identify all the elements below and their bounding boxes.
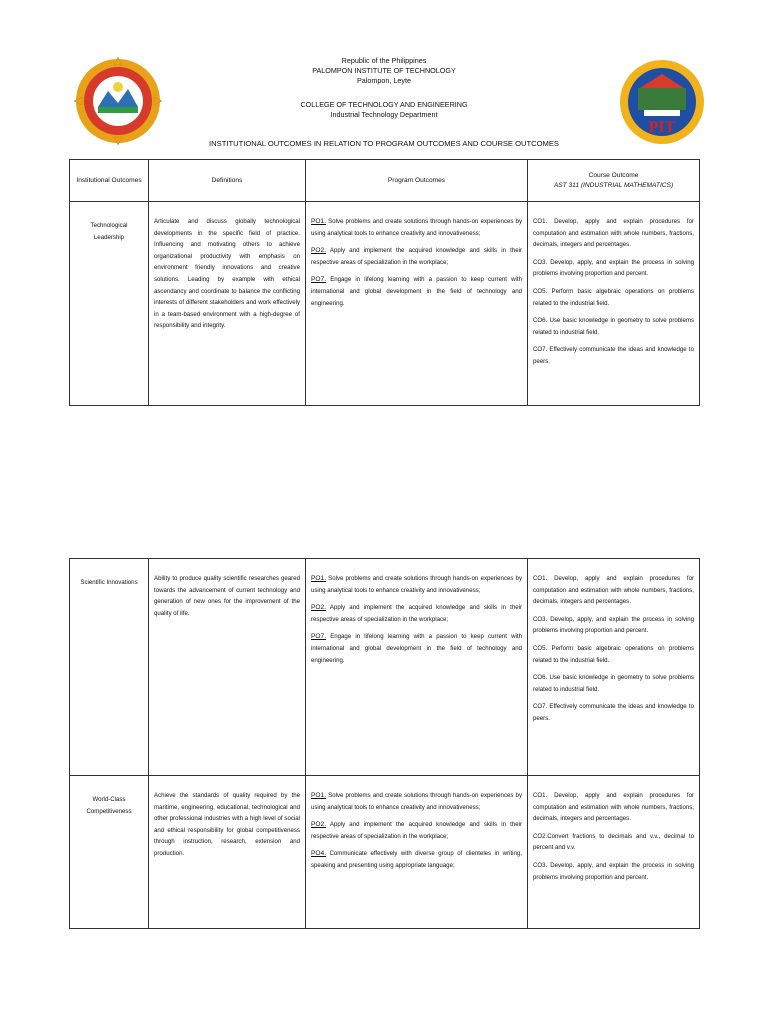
course-outcome-item: CO2.Convert fractions to decimals and v.v., decimal to percent and v.v. [533, 832, 694, 852]
table-row [70, 202, 700, 406]
header-course-outcome [528, 160, 700, 202]
program-outcome-text: Solve problems and create solutions through hands-on experiences by using analytical tools to enhance creativity and innovativeness; [311, 792, 522, 811]
course-outcomes-cell [528, 776, 700, 929]
course-outcome-item: CO1. Develop, apply and explain procedures for computation and estimation with whole numbers, fractions, decimals, integers and percentages. [533, 218, 694, 249]
program-outcome-text: Solve problems and create solutions through hands-on experiences by using analytical tools to enhance creativity and innovativeness; [311, 218, 522, 237]
pit-logo-text: PIT [648, 119, 676, 136]
program-outcome-code: PO1. [311, 792, 327, 799]
header-location: Palompon, Leyte [357, 76, 411, 85]
institutional-outcome-cell: World-Class Competitiveness [70, 776, 149, 929]
program-outcome-item [311, 245, 522, 268]
program-outcomes-cell [306, 559, 528, 776]
program-outcome-item [311, 573, 522, 596]
program-outcome-text: Apply and implement the acquired knowledge and skills in their respective areas of specialization in the workplace; [311, 604, 522, 623]
outcomes-table-page-top [69, 159, 700, 406]
course-outcome-item: CO1. Develop, apply and explain procedures for computation and estimation with whole numbers, fractions, decimals, integers and percentages. [533, 792, 694, 823]
course-outcome-item: CO5. Perform basic algebraic operations on problems related to the industrial field. [533, 644, 694, 664]
course-outcome-item: CO7. Effectively communicate the ideas and knowledge to peers. [533, 346, 694, 365]
program-outcome-item [311, 602, 522, 625]
program-outcome-text: Apply and implement the acquired knowledge and skills in their respective areas of specialization in the workplace; [311, 821, 522, 840]
course-outcome-item: CO5. Perform basic algebraic operations on problems related to the industrial field. [533, 287, 694, 307]
institutional-outcome-cell: Technological Leadership [70, 202, 149, 406]
header-department: Industrial Technology Department [330, 110, 438, 119]
program-outcome-item [311, 790, 522, 813]
header-course-outcome-label: Course Outcome [588, 171, 639, 179]
course-outcome-item: CO3. Develop, apply, and explain the process in solving problems involving proportion and percent. [533, 615, 694, 635]
table-row [70, 559, 700, 776]
header-institute: PALOMPON INSTITUTE OF TECHNOLOGY [312, 66, 456, 75]
program-outcome-item [311, 274, 522, 309]
program-outcome-item [311, 819, 522, 842]
program-outcomes-cell [306, 202, 528, 406]
header-republic: Republic of the Philippines [341, 56, 427, 65]
program-outcome-code: PO7. [311, 633, 327, 641]
definition-cell: Ability to produce quality scientific researches geared towards the advancement of current technology and generation of new ones for the improvement of the quality of life. [149, 559, 306, 776]
program-outcome-code: PO1. [311, 218, 327, 225]
program-outcome-code: PO2. [311, 247, 327, 255]
program-outcome-item [311, 848, 522, 871]
course-outcome-item: CO3. Develop, apply, and explain the process in solving problems involving proportion and percent. [533, 258, 694, 278]
course-outcome-item: CO3. Develop, apply, and explain the process in solving problems involving proportion and percent. [533, 861, 694, 881]
header-course-code: AST 311 (INDUSTRIAL MATHEMATICS) [553, 181, 674, 189]
header-college: COLLEGE OF TECHNOLOGY AND ENGINEERING [300, 100, 468, 109]
outcomes-table-page-continued [69, 558, 700, 929]
program-outcome-text: Apply and implement the acquired knowledge and skills in their respective areas of specialization in the workplace; [311, 247, 522, 266]
course-outcomes-cell [528, 202, 700, 406]
course-outcome-item: CO7. Effectively communicate the ideas and knowledge to peers. [533, 703, 694, 722]
course-outcome-item: CO6. Use basic knowledge in geometry to solve problems related to industrial field. [533, 317, 694, 336]
course-outcome-item: CO6. Use basic knowledge in geometry to solve problems related to industrial field. [533, 674, 694, 693]
definition-cell: Articulate and discuss globally technological developments in the specific field of practice. Influencing and motivating others to achieve organizational productivity with emphasis on environment friendly innovations and creative solutions. Leading by example with ethical ascendancy and coordinate to balance the conflicting interests of different stakeholders and work effectively in a team-based environment with a high-degree of responsibility and integrity. [149, 202, 306, 406]
definition-cell: Achieve the standards of quality required by the maritime, engineering, educational, technological and other professional industries with a high level of social and ethical responsibility for global competitiveness through instruction, research, extension and production. [149, 776, 306, 929]
program-outcome-code: PO1. [311, 575, 327, 582]
program-outcome-item [311, 631, 522, 666]
course-outcome-item: CO1. Develop, apply and explain procedures for computation and estimation with whole numbers, fractions, decimals, integers and percentages. [533, 575, 694, 606]
document-title: INSTITUTIONAL OUTCOMES IN RELATION TO PROGRAM OUTCOMES AND COURSE OUTCOMES [209, 139, 559, 148]
program-outcomes-cell [306, 776, 528, 929]
program-outcome-text: Communicate effectively with diverse group of clienteles in writing, speaking and presenting using appropriate language; [311, 850, 522, 869]
header-definitions: Definitions [149, 160, 306, 202]
table-header-row [70, 160, 700, 202]
program-outcome-text: Engage in lifelong learning with a passion to keep current with international and global development in the field of technology and engineering. [311, 633, 522, 664]
header-program-outcomes: Program Outcomes [306, 160, 528, 202]
program-outcome-code: PO7. [311, 276, 327, 284]
course-outcomes-cell [528, 559, 700, 776]
institutional-outcome-cell: Scientific Innovations [70, 559, 149, 776]
header-institutional-outcomes: Institutional Outcomes [70, 160, 149, 202]
college-header [0, 100, 768, 120]
program-outcome-code: PO4. [311, 850, 327, 858]
program-outcome-item [311, 216, 522, 239]
program-outcome-text: Engage in lifelong learning with a passion to keep current with international and global development in the field of technology and engineering. [311, 276, 522, 307]
program-outcome-text: Solve problems and create solutions through hands-on experiences by using analytical tools to enhance creativity and innovativeness; [311, 575, 522, 594]
table-row [70, 776, 700, 929]
institution-header [0, 56, 768, 86]
program-outcome-code: PO2. [311, 604, 327, 612]
program-outcome-code: PO2. [311, 821, 327, 829]
